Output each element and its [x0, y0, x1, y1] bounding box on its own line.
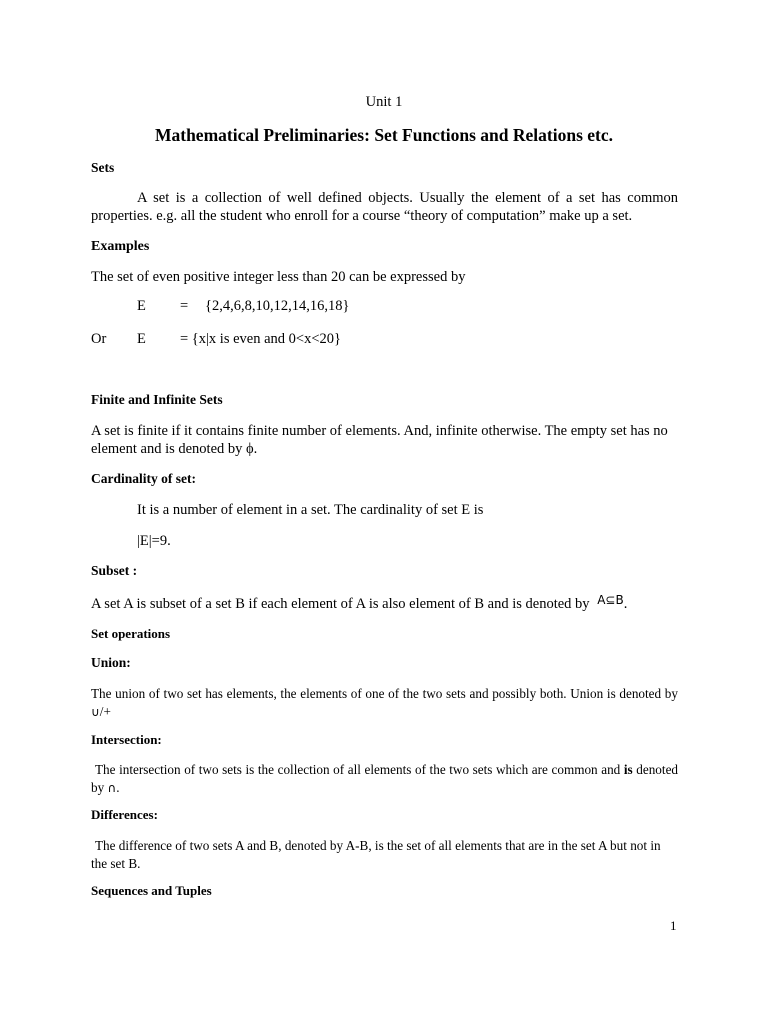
union-symbol: ∪: [91, 705, 100, 719]
subset-heading: Subset :: [91, 563, 138, 578]
example-line-1-symbol: E: [137, 298, 146, 314]
subset-end: .: [623, 596, 628, 612]
cardinality-paragraph: It is a number of element in a set. The cardinality of set E is: [137, 502, 484, 518]
finite-infinite-heading: Finite and Infinite Sets: [91, 392, 223, 407]
example-line-2-value: = {x|x is even and 0<x<20}: [180, 331, 341, 347]
subset-symbol: A⊆B: [597, 593, 624, 607]
intersection-text-2: denoted by: [91, 762, 679, 795]
sequences-heading: Sequences and Tuples: [91, 883, 212, 898]
intersection-heading: Intersection:: [91, 732, 162, 747]
differences-heading: Differences:: [91, 807, 158, 822]
sets-paragraph: A set is a collection of well defined objects. Usually the element of a set has common properties. e.g. all the student who enroll for a course “theory of computation” make up a set.: [91, 190, 678, 224]
union-heading: Union:: [91, 655, 131, 670]
examples-intro: The set of even positive integer less than 20 can be expressed by: [91, 269, 466, 285]
cardinality-value: |E|=9.: [137, 533, 171, 549]
example-line-2-prefix: Or: [91, 331, 107, 347]
intersection-end: .: [116, 780, 120, 795]
finite-infinite-paragraph: A set is finite if it contains finite number of elements. And, infinite otherwise. The empty set has no element and is denoted by ϕ.: [91, 423, 668, 457]
examples-heading: Examples: [91, 239, 150, 254]
example-line-1-equals: =: [180, 298, 189, 314]
intersection-symbol: ∩: [107, 781, 117, 795]
unit-label: Unit 1: [365, 94, 403, 110]
union-paragraph: [91, 685, 678, 721]
page-title: Mathematical Preliminaries: Set Functions and Relations etc.: [154, 125, 614, 145]
set-operations-heading: Set operations: [91, 626, 171, 641]
union-text: The union of two set has elements, the elements of one of the two sets and possibly both. Union is denoted by: [91, 686, 678, 701]
example-line-2-symbol: E: [137, 331, 146, 347]
cardinality-heading: Cardinality of set:: [91, 471, 196, 486]
subset-line: [91, 593, 628, 613]
differences-paragraph: The difference of two sets A and B, denoted by A-B, is the set of all elements that are in the set A but not in the set B.: [91, 838, 661, 871]
page-number: 1: [670, 918, 677, 933]
subset-text: A set A is subset of a set B if each element of A is also element of B and is denoted by: [91, 596, 590, 612]
sets-heading: Sets: [91, 160, 115, 175]
intersection-text: The intersection of two sets is the collection of all elements of the two sets which are common and: [95, 762, 621, 777]
union-suffix: /+: [99, 704, 111, 719]
intersection-paragraph: [91, 761, 678, 797]
intersection-emphasis: is: [623, 762, 633, 777]
example-line-1-value: {2,4,6,8,10,12,14,16,18}: [205, 298, 350, 314]
